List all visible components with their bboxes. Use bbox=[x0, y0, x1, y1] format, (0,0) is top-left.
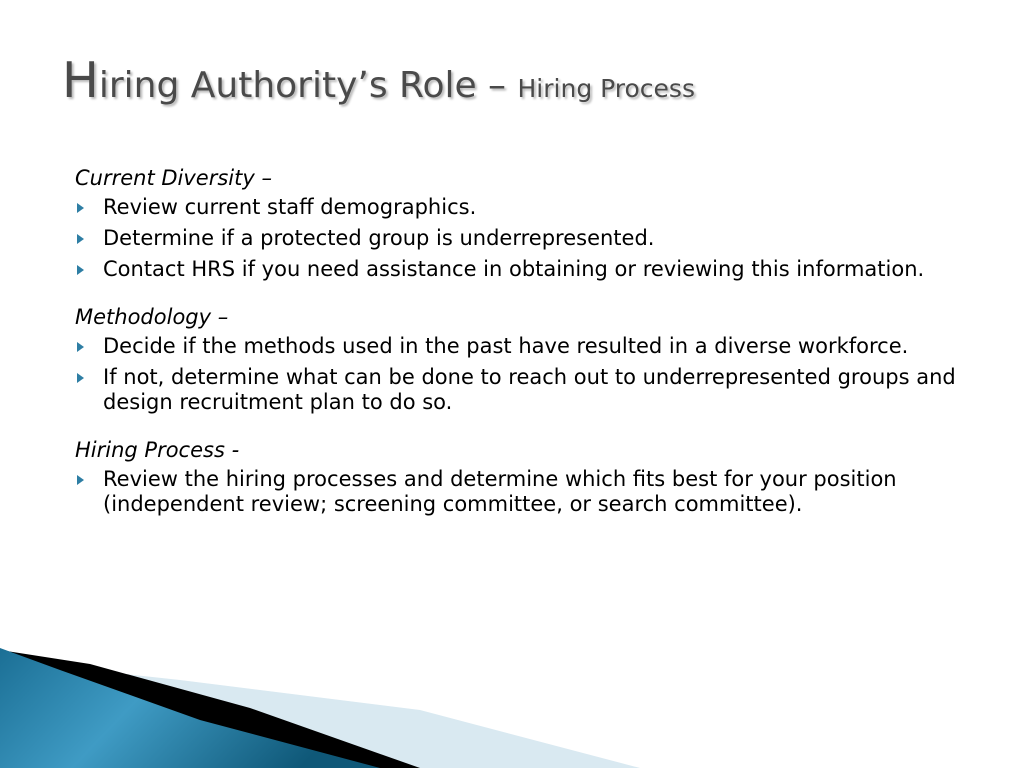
bullet-text: Review the hiring processes and determine which fits best for your position (independent review; screening committee, or search committee). bbox=[103, 467, 897, 516]
bullet-arrow-icon bbox=[77, 265, 84, 275]
bullet-text: Contact HRS if you need assistance in obtaining or reviewing this information. bbox=[103, 257, 925, 281]
section-hiring-process bbox=[75, 438, 970, 517]
title-subtitle: Hiring Process bbox=[517, 74, 695, 103]
section-heading: Hiring Process - bbox=[75, 438, 240, 462]
slide-body bbox=[75, 166, 970, 523]
section-methodology bbox=[75, 305, 970, 415]
bullet-item bbox=[75, 195, 970, 220]
bullet-item bbox=[75, 334, 970, 359]
section-heading: Methodology – bbox=[75, 305, 229, 329]
bullet-list bbox=[75, 467, 970, 517]
bullet-arrow-icon bbox=[77, 342, 84, 352]
bullet-item bbox=[75, 365, 970, 415]
bullet-item bbox=[75, 467, 970, 517]
title-first-letter: H bbox=[62, 52, 99, 109]
title-main: iring Authority’s Role – bbox=[98, 65, 518, 106]
bullet-arrow-icon bbox=[77, 475, 84, 485]
bullet-item bbox=[75, 257, 970, 282]
bullet-arrow-icon bbox=[77, 234, 84, 244]
bullet-list bbox=[75, 334, 970, 415]
bullet-arrow-icon bbox=[77, 203, 84, 213]
section-current-diversity bbox=[75, 166, 970, 282]
slide-title bbox=[62, 52, 695, 109]
bullet-text: Decide if the methods used in the past have resulted in a diverse workforce. bbox=[103, 334, 909, 358]
decorative-swoosh bbox=[0, 640, 1024, 768]
bullet-item bbox=[75, 226, 970, 251]
bullet-list bbox=[75, 195, 970, 282]
bullet-text: Review current staff demographics. bbox=[103, 195, 477, 219]
bullet-text: If not, determine what can be done to reach out to underrepresented groups and design recruitment plan to do so. bbox=[103, 365, 956, 414]
bullet-arrow-icon bbox=[77, 373, 84, 383]
bullet-text: Determine if a protected group is underrepresented. bbox=[103, 226, 655, 250]
section-heading: Current Diversity – bbox=[75, 166, 272, 190]
